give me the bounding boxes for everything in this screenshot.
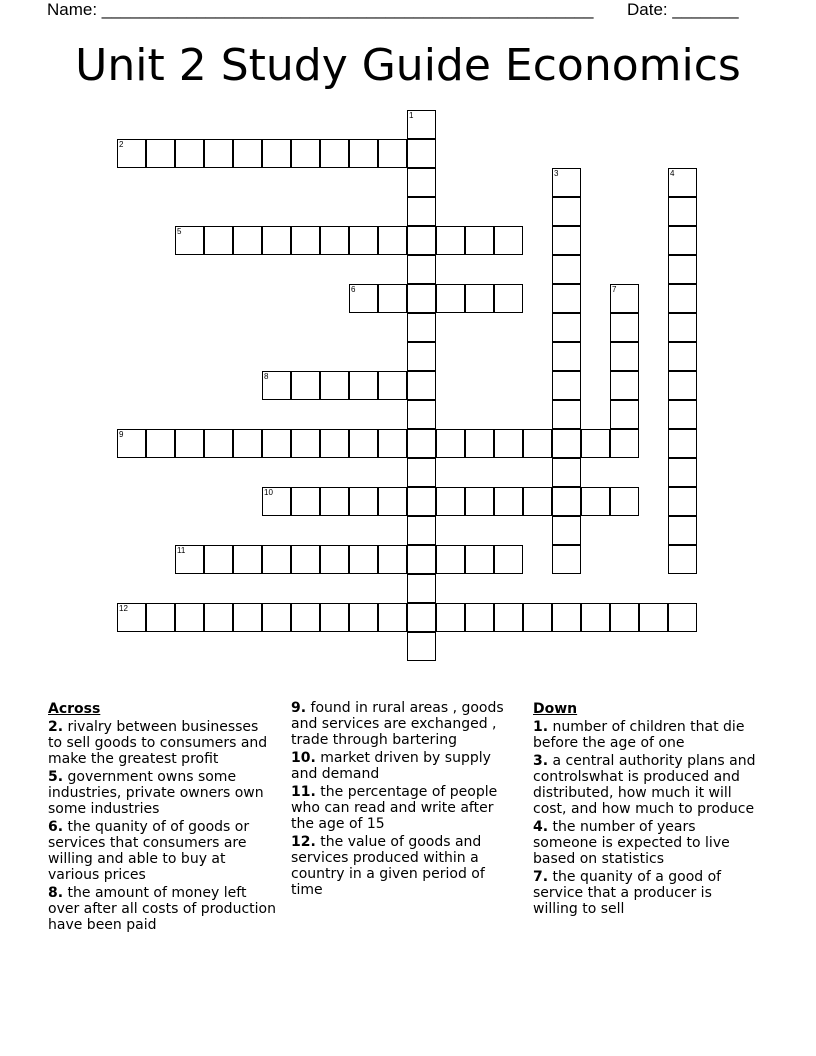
grid-cell[interactable]: [494, 487, 523, 516]
clue-down-7: [533, 869, 758, 917]
grid-cell[interactable]: [378, 603, 407, 632]
grid-cell[interactable]: [175, 603, 204, 632]
grid-cell[interactable]: [407, 284, 436, 313]
grid-cell[interactable]: [378, 226, 407, 255]
grid-cell[interactable]: [610, 400, 639, 429]
grid-cell[interactable]: [552, 313, 581, 342]
clue-text: found in rural areas , goods and services are exchanged , trade through bartering: [291, 700, 504, 748]
grid-cell[interactable]: [407, 632, 436, 661]
grid-cell[interactable]: [291, 226, 320, 255]
grid-cell[interactable]: [436, 603, 465, 632]
grid-cell[interactable]: [175, 429, 204, 458]
grid-cell[interactable]: [552, 545, 581, 574]
grid-cell[interactable]: [552, 400, 581, 429]
grid-cell[interactable]: [610, 371, 639, 400]
grid-cell[interactable]: [610, 313, 639, 342]
grid-cell[interactable]: [523, 603, 552, 632]
cell-number: 1: [409, 111, 414, 120]
grid-cell[interactable]: [378, 139, 407, 168]
grid-cell[interactable]: [552, 603, 581, 632]
grid-cell[interactable]: [552, 226, 581, 255]
grid-cell[interactable]: [233, 139, 262, 168]
clue-number: 2.: [48, 719, 64, 735]
grid-cell[interactable]: [262, 545, 291, 574]
clue-across-5: [48, 769, 276, 817]
grid-cell[interactable]: [668, 197, 697, 226]
grid-cell[interactable]: [494, 226, 523, 255]
grid-cell[interactable]: [552, 487, 581, 516]
grid-cell[interactable]: [552, 342, 581, 371]
grid-cell[interactable]: [204, 226, 233, 255]
grid-cell[interactable]: [349, 226, 378, 255]
grid-cell[interactable]: [465, 284, 494, 313]
grid-cell[interactable]: [552, 197, 581, 226]
clue-text: market driven by supply and demand: [291, 750, 491, 782]
grid-cell[interactable]: [291, 139, 320, 168]
grid-cell[interactable]: [668, 458, 697, 487]
grid-cell[interactable]: [523, 487, 552, 516]
grid-cell[interactable]: [610, 429, 639, 458]
grid-cell[interactable]: [378, 429, 407, 458]
grid-cell[interactable]: [378, 545, 407, 574]
cell-number: 8: [264, 372, 269, 381]
grid-cell[interactable]: [146, 603, 175, 632]
grid-cell[interactable]: [291, 487, 320, 516]
cell-number: 12: [119, 604, 128, 613]
cell-number: 5: [177, 227, 182, 236]
name-field[interactable]: Name: ____________________________________________________: [47, 0, 594, 19]
clue-down-4: [533, 819, 758, 867]
grid-cell[interactable]: [668, 400, 697, 429]
clue-text: number of children that die before the age of one: [533, 719, 745, 751]
grid-cell[interactable]: [436, 429, 465, 458]
grid-cell[interactable]: [233, 226, 262, 255]
grid-cell[interactable]: [552, 516, 581, 545]
grid-cell[interactable]: [407, 603, 436, 632]
grid-cell[interactable]: [494, 603, 523, 632]
grid-cell[interactable]: [291, 545, 320, 574]
across-clues-column-2: [291, 700, 516, 900]
grid-cell[interactable]: [262, 371, 291, 400]
grid-cell[interactable]: [494, 429, 523, 458]
grid-cell[interactable]: [320, 545, 349, 574]
grid-cell[interactable]: [349, 603, 378, 632]
grid-cell[interactable]: [291, 371, 320, 400]
cell-number: 7: [612, 285, 617, 294]
grid-cell[interactable]: [378, 371, 407, 400]
grid-cell[interactable]: [668, 168, 697, 197]
grid-cell[interactable]: [668, 487, 697, 516]
grid-cell[interactable]: [407, 458, 436, 487]
grid-cell[interactable]: [581, 603, 610, 632]
down-clues-column: [533, 700, 758, 919]
across-clues-column-1: [48, 700, 276, 935]
grid-cell[interactable]: [407, 313, 436, 342]
grid-cell[interactable]: [465, 545, 494, 574]
cell-number: 9: [119, 430, 124, 439]
grid-cell[interactable]: [262, 226, 291, 255]
grid-cell[interactable]: [349, 371, 378, 400]
grid-cell[interactable]: [175, 226, 204, 255]
grid-cell[interactable]: [407, 226, 436, 255]
clue-number: 10.: [291, 750, 316, 766]
grid-cell[interactable]: [407, 545, 436, 574]
grid-cell[interactable]: [378, 284, 407, 313]
grid-cell[interactable]: [117, 603, 146, 632]
grid-cell[interactable]: [610, 487, 639, 516]
grid-cell[interactable]: [320, 487, 349, 516]
clue-number: 12.: [291, 834, 316, 850]
grid-cell[interactable]: [494, 545, 523, 574]
grid-cell[interactable]: [552, 284, 581, 313]
grid-cell[interactable]: [465, 487, 494, 516]
grid-cell[interactable]: [668, 516, 697, 545]
clue-across-8: [48, 885, 276, 933]
grid-cell[interactable]: [262, 603, 291, 632]
grid-cell[interactable]: [639, 603, 668, 632]
grid-cell[interactable]: [552, 458, 581, 487]
grid-cell[interactable]: [552, 255, 581, 284]
page-title: Unit 2 Study Guide Economics: [75, 40, 741, 91]
clue-text: rivalry between businesses to sell goods to consumers and make the greatest profit: [48, 719, 268, 767]
clue-number: 8.: [48, 885, 64, 901]
grid-cell[interactable]: [407, 110, 436, 139]
grid-cell[interactable]: [407, 371, 436, 400]
grid-cell[interactable]: [407, 342, 436, 371]
cell-number: 11: [177, 546, 186, 555]
grid-cell[interactable]: [320, 226, 349, 255]
grid-cell[interactable]: [407, 429, 436, 458]
grid-cell[interactable]: [233, 603, 262, 632]
grid-cell[interactable]: [465, 226, 494, 255]
grid-cell[interactable]: [552, 429, 581, 458]
clue-number: 11.: [291, 784, 316, 800]
grid-cell[interactable]: [407, 139, 436, 168]
grid-cell[interactable]: [581, 487, 610, 516]
clue-number: 1.: [533, 719, 549, 735]
grid-cell[interactable]: [552, 168, 581, 197]
clue-down-3: [533, 753, 758, 817]
clue-across-11: [291, 784, 516, 832]
grid-cell[interactable]: [668, 342, 697, 371]
grid-cell[interactable]: [407, 516, 436, 545]
grid-cell[interactable]: [349, 545, 378, 574]
grid-cell[interactable]: [320, 371, 349, 400]
date-field[interactable]: Date: _______: [627, 0, 739, 19]
grid-cell[interactable]: [407, 197, 436, 226]
cell-number: 6: [351, 285, 356, 294]
grid-cell[interactable]: [262, 139, 291, 168]
clue-text: the quanity of of goods or services that consumers are willing and able to buy at various prices: [48, 819, 250, 883]
grid-cell[interactable]: [668, 545, 697, 574]
grid-cell[interactable]: [204, 139, 233, 168]
across-heading: Across: [48, 701, 101, 717]
grid-cell[interactable]: [407, 487, 436, 516]
grid-cell[interactable]: [204, 603, 233, 632]
grid-cell[interactable]: [320, 429, 349, 458]
grid-cell[interactable]: [610, 284, 639, 313]
grid-cell[interactable]: [668, 603, 697, 632]
clue-text: government owns some industries, private owners own some industries: [48, 769, 264, 817]
grid-cell[interactable]: [378, 487, 407, 516]
grid-cell[interactable]: [407, 168, 436, 197]
clue-text: a central authority plans and controlswhat is produced and distributed, how much it will cost, and how much to produce: [533, 753, 756, 817]
clue-across-9: [291, 700, 516, 748]
grid-cell[interactable]: [262, 429, 291, 458]
clue-across-6: [48, 819, 276, 883]
clue-across-10: [291, 750, 516, 782]
clue-number: 9.: [291, 700, 307, 716]
grid-cell[interactable]: [668, 255, 697, 284]
clue-number: 5.: [48, 769, 64, 785]
grid-cell[interactable]: [262, 487, 291, 516]
grid-cell[interactable]: [552, 371, 581, 400]
clue-text: the quanity of a good of service that a producer is willing to sell: [533, 869, 722, 917]
clue-number: 3.: [533, 753, 549, 769]
grid-cell[interactable]: [117, 429, 146, 458]
grid-cell[interactable]: [610, 603, 639, 632]
grid-cell[interactable]: [668, 429, 697, 458]
grid-cell[interactable]: [436, 545, 465, 574]
clue-across-2: [48, 719, 276, 767]
cell-number: 2: [119, 140, 124, 149]
grid-cell[interactable]: [117, 139, 146, 168]
clue-across-12: [291, 834, 516, 898]
grid-cell[interactable]: [175, 545, 204, 574]
clue-number: 6.: [48, 819, 64, 835]
grid-cell[interactable]: [436, 487, 465, 516]
clue-text: the percentage of people who can read and write after the age of 15: [291, 784, 498, 832]
grid-cell[interactable]: [668, 226, 697, 255]
grid-cell[interactable]: [204, 429, 233, 458]
clue-text: the amount of money left over after all costs of production have been paid: [48, 885, 276, 933]
grid-cell[interactable]: [523, 429, 552, 458]
clue-number: 7.: [533, 869, 549, 885]
grid-cell[interactable]: [233, 429, 262, 458]
grid-cell[interactable]: [291, 429, 320, 458]
clue-down-1: [533, 719, 758, 751]
grid-cell[interactable]: [436, 284, 465, 313]
clue-text: the value of goods and services produced within a country in a given period of time: [291, 834, 485, 898]
cell-number: 10: [264, 488, 273, 497]
down-heading: Down: [533, 701, 578, 717]
cell-number: 4: [670, 169, 675, 178]
clue-text: the number of years someone is expected to live based on statistics: [533, 819, 730, 867]
grid-cell[interactable]: [146, 139, 175, 168]
grid-cell[interactable]: [175, 139, 204, 168]
grid-cell[interactable]: [320, 603, 349, 632]
grid-cell[interactable]: [349, 139, 378, 168]
grid-cell[interactable]: [320, 139, 349, 168]
grid-cell[interactable]: [349, 487, 378, 516]
grid-cell[interactable]: [610, 342, 639, 371]
grid-cell[interactable]: [146, 429, 175, 458]
clue-number: 4.: [533, 819, 549, 835]
grid-cell[interactable]: [291, 603, 320, 632]
grid-cell[interactable]: [407, 574, 436, 603]
grid-cell[interactable]: [407, 400, 436, 429]
grid-cell[interactable]: [581, 429, 610, 458]
grid-cell[interactable]: [436, 226, 465, 255]
grid-cell[interactable]: [349, 284, 378, 313]
grid-cell[interactable]: [465, 603, 494, 632]
grid-cell[interactable]: [668, 371, 697, 400]
grid-cell[interactable]: [668, 313, 697, 342]
grid-cell[interactable]: [465, 429, 494, 458]
grid-cell[interactable]: [668, 284, 697, 313]
grid-cell[interactable]: [349, 429, 378, 458]
grid-cell[interactable]: [407, 255, 436, 284]
grid-cell[interactable]: [204, 545, 233, 574]
cell-number: 3: [554, 169, 559, 178]
grid-cell[interactable]: [494, 284, 523, 313]
grid-cell[interactable]: [233, 545, 262, 574]
